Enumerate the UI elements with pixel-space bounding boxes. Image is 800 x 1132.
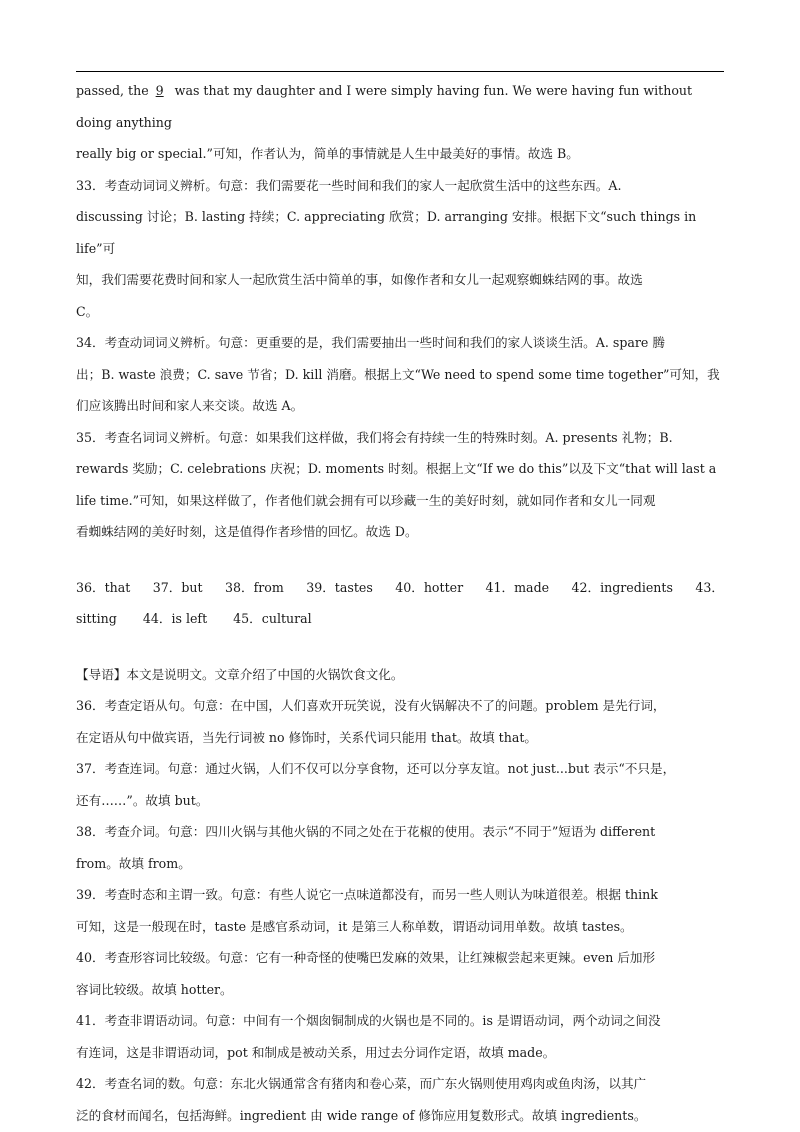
q33-line-2: discussing 讨论；B. lasting 持续；C. appreciating 欣赏；D. arranging 安排。根据下文“such things in life”可 [76, 209, 697, 256]
q34-line-2: 出；B. waste 浪费；C. save 节省；D. kill 消磨。根据上文“We need to spend some time together”可知，我 [76, 366, 720, 382]
answer-37: 37．but [152, 579, 203, 595]
q39-line-1: 39．考查时态和主谓一致。句意：有些人说它一点味道都没有，而另一些人则认为味道很差。根据 think [76, 887, 658, 902]
text-segment: was that my daughter and I were simply having fun. We were having fun without doing anything [76, 83, 693, 130]
q34-line-3: 们应该腾出时间和家人来交谈。故选 A。 [76, 398, 304, 413]
answer-43-value: sitting [76, 611, 117, 626]
q35-line-3: life time.”可知，如果这样做了，作者他们就会拥有可以珍藏一生的美好时刻，就如同作者和女儿一同观 [76, 492, 656, 508]
q40-line-1: 40．考查形容词比较级。句意：它有一种奇怪的使嘴巴发麻的效果，让红辣椒尝起来更辣。even 后加形 [76, 950, 656, 965]
answer-key-row-1 [76, 572, 724, 604]
q42-line-1: 42．考查名词的数。句意：东北火锅通常含有猪肉和卷心菜，而广东火锅则使用鸡肉或鱼肉汤，以其广 [76, 1076, 647, 1091]
q41-line-1: 41．考查非谓语动词。句意：中间有一个烟囱铜制成的火锅也是不同的。is 是谓语动词，两个动词之间没 [76, 1013, 661, 1028]
q34-line-1: 34．考查动词词义辨析。句意：更重要的是，我们需要抽出一些时间和我们的家人谈谈生活。A. spare 腾 [76, 335, 665, 350]
q42-line-2: 泛的食材而闻名，包括海鲜。ingredient 由 wide range of 修饰应用复数形式。故填 ingredients。 [76, 1107, 647, 1123]
q39-line-2: 可知，这是一般现在时，taste 是感官系动词，it 是第三人称单数，谓语动词用单数。故填 tastes。 [76, 918, 633, 934]
header-rule [76, 71, 724, 72]
passage-b-intro: 【导语】本文是说明文。文章介绍了中国的火锅饮食文化。 [76, 666, 404, 682]
q38-line-1: 38．考查介词。句意：四川火锅与其他火锅的不同之处在于花椒的使用。表示“不同于”短语为 different [76, 824, 656, 839]
q36-line-1: 36．考查定语从句。句意：在中国，人们喜欢开玩笑说，没有火锅解决不了的问题。problem 是先行词， [76, 698, 666, 713]
passage-a-line-2: really big or special.”可知，作者认为，简单的事情就是人生中最美好的事情。故选 B。 [76, 146, 579, 161]
q33-line-1: 33．考查动词词义辨析。句意：我们需要花一些时间和我们的家人一起欣赏生活中的这些东西。A. [76, 177, 622, 193]
answer-39: 39．tastes [306, 579, 373, 595]
answer-42: 42．ingredients [571, 579, 673, 595]
q36-line-2: 在定语从句中做宾语，当先行词被 no 修饰时，关系代词只能用 that。故填 that。 [76, 729, 538, 745]
answer-41: 41．made [485, 579, 550, 595]
text-segment: passed, the [76, 83, 149, 98]
answer-38: 38．from [224, 579, 284, 595]
q37-line-2: 还有……”。故填 but。 [76, 792, 209, 808]
q35-line-2: rewards 奖励；C. celebrations 庆祝；D. moments 时刻。根据上文“If we do this”以及下文“that will last a [76, 461, 717, 476]
q35-line-4: 看蜘蛛结网的美好时刻，这是值得作者珍惜的回忆。故选 D。 [76, 524, 418, 539]
q41-line-2: 有连词，这是非谓语动词，pot 和制成是被动关系，用过去分词作定语，故填 made。 [76, 1044, 556, 1060]
answer-45: 45．cultural [233, 611, 312, 626]
q38-line-2: from。故填 from。 [76, 855, 191, 871]
q40-line-2: 容词比较级。故填 hotter。 [76, 981, 233, 997]
spacer [76, 548, 724, 572]
document-body [76, 75, 724, 1131]
answer-44: 44．is left [142, 611, 208, 626]
blank-number: 9 [155, 83, 164, 98]
answer-40: 40．hotter [395, 579, 464, 595]
q33-line-4: C。 [76, 303, 99, 319]
q35-line-1: 35．考查名词词义辨析。句意：如果我们这样做，我们将会有持续一生的特殊时刻。A. presents 礼物；B. [76, 429, 673, 445]
passage-a-line-1 [76, 75, 724, 138]
answer-key-row-2 [76, 603, 724, 635]
answer-43-number: 43． [695, 579, 724, 595]
q33-line-3: 知，我们需要花费时间和家人一起欣赏生活中简单的事，如像作者和女儿一起观察蜘蛛结网的事。故选 [76, 272, 643, 287]
q37-line-1: 37．考查连词。句意：通过火锅，人们不仅可以分享食物，还可以分享友谊。not just...but 表示“不只是， [76, 761, 676, 776]
spacer [76, 635, 724, 659]
answer-36: 36．that [76, 579, 131, 595]
